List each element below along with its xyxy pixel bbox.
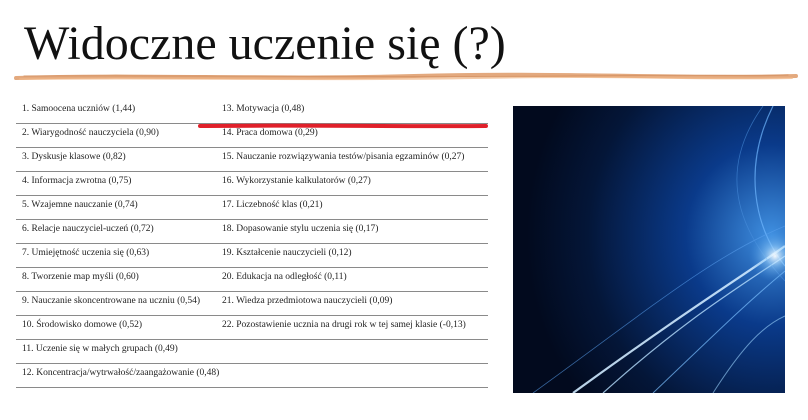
effects-table: [16, 100, 488, 388]
right-item: 13. Motywacja (0,48): [222, 104, 305, 114]
table-row: [16, 172, 488, 196]
left-item: 12. Koncentracja/wytrwałość/zaangażowanie (0,48): [22, 368, 220, 378]
left-item: 4. Informacja zwrotna (0,75): [22, 176, 132, 186]
left-item: 9. Nauczanie skoncentrowane na uczniu (0,54): [22, 296, 201, 306]
table-row: [16, 268, 488, 292]
right-item: 19. Kształcenie nauczycieli (0,12): [222, 248, 352, 258]
right-item: 18. Dopasowanie stylu uczenia się (0,17): [222, 224, 379, 234]
left-item: 10. Środowisko domowe (0,52): [22, 320, 143, 330]
table-row: [16, 364, 488, 388]
blue-abstract-image: [513, 106, 785, 393]
right-item: 16. Wykorzystanie kalkulatorów (0,27): [222, 176, 371, 186]
left-item: 11. Uczenie się w małych grupach (0,49): [22, 344, 178, 354]
table-row: [16, 292, 488, 316]
table-row: [16, 220, 488, 244]
right-item: 14. Praca domowa (0,29): [222, 128, 318, 138]
table-row: [16, 340, 488, 364]
right-item: 17. Liczebność klas (0,21): [222, 200, 323, 210]
table-row: [16, 196, 488, 220]
left-item: 7. Umiejętność uczenia się (0,63): [22, 248, 150, 258]
left-item: 3. Dyskusje klasowe (0,82): [22, 152, 126, 162]
left-item: 8. Tworzenie map myśli (0,60): [22, 272, 139, 282]
right-item: 22. Pozostawienie ucznia na drugi rok w tej samej klasie (-0,13): [222, 320, 466, 330]
right-item: 20. Edukacja na odległość (0,11): [222, 272, 347, 282]
red-highlight-line: [198, 123, 488, 129]
left-item: 2. Wiarygodność nauczyciela (0,90): [22, 128, 159, 138]
table-row: [16, 244, 488, 268]
left-item: 6. Relacje nauczyciel-uczeń (0,72): [22, 224, 154, 234]
table-row: [16, 148, 488, 172]
table-row: [16, 316, 488, 340]
left-item: 1. Samoocena uczniów (1,44): [22, 104, 136, 114]
slide-title: Widoczne uczenie się (?): [24, 17, 506, 70]
right-item: 15. Nauczanie rozwiązywania testów/pisania egzaminów (0,27): [222, 152, 465, 162]
table-row: [16, 100, 488, 124]
right-item: 21. Wiedza przedmiotowa nauczycieli (0,09): [222, 296, 393, 306]
brush-stroke-divider: [14, 70, 798, 84]
left-item: 5. Wzajemne nauczanie (0,74): [22, 200, 138, 210]
